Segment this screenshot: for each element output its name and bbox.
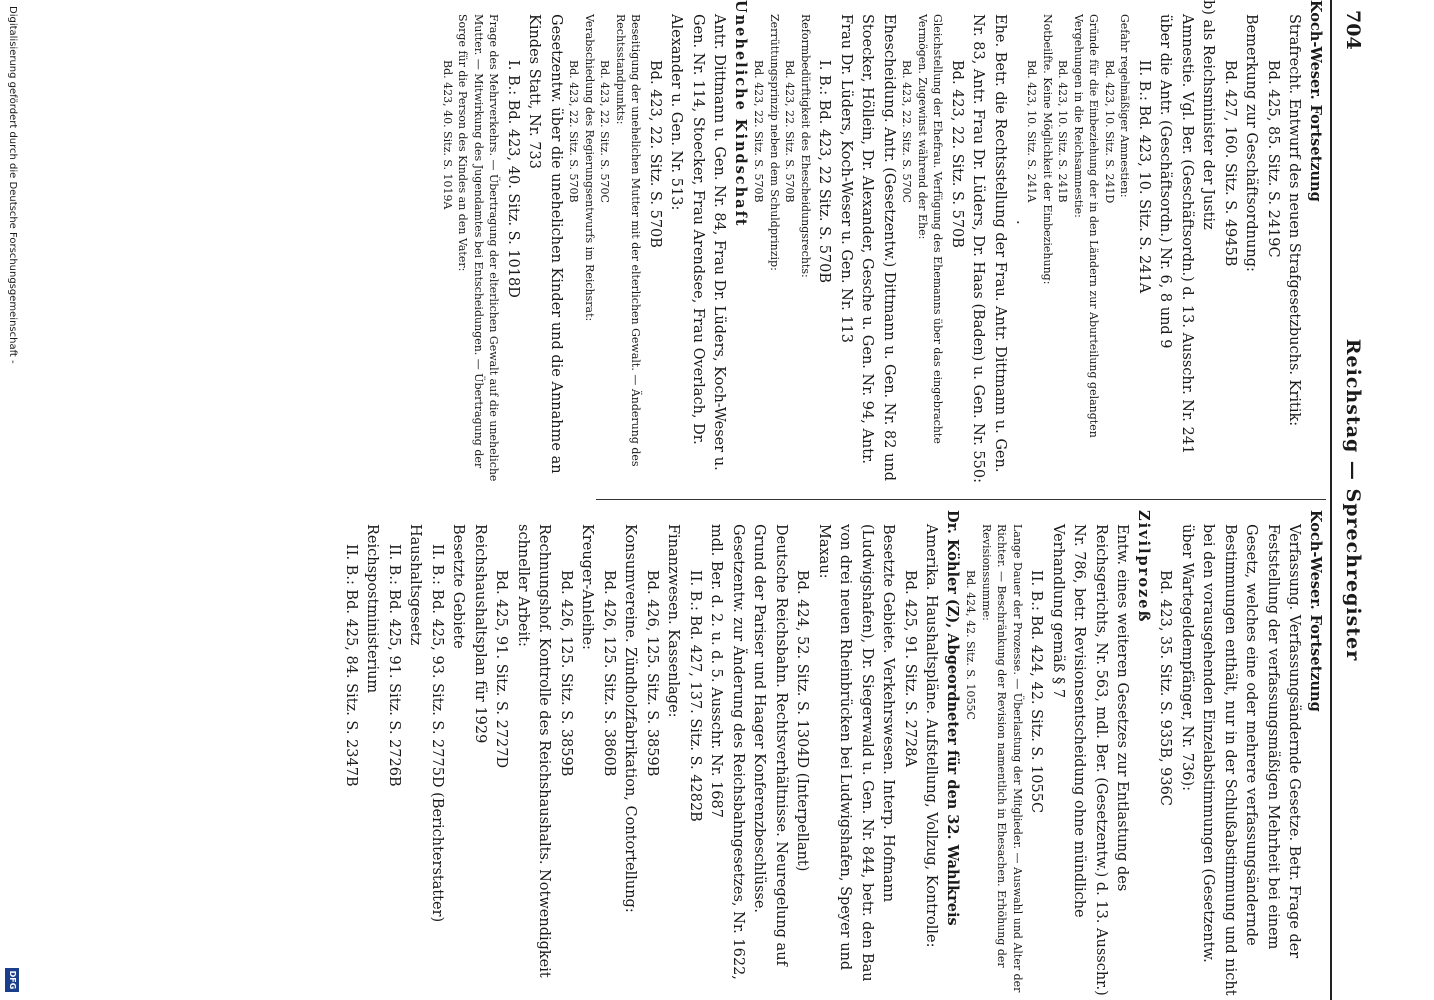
right-column-entry: Konsumvereine. Zündholzfabrikation, Contortellung: (622, 524, 639, 913)
left-column-entry: Bd. 423, 10. Sitz. S. 241D (1103, 60, 1116, 204)
right-column-entry: Bd. 424, 52. Sitz. S. 1304D (Interpellant) (794, 570, 811, 872)
left-column-entry: Bd. 423, 22. Sitz. S. 570C (598, 60, 612, 203)
left-column-entry: Verabschiedung des Regierungsentwurfs im Reichsrat: (583, 14, 596, 322)
left-column-entry: Bd. 423, 22. Sitz. S. 570B (567, 60, 581, 203)
right-column-entry: Bd. 426, 125. Sitz. S. 3860B (601, 570, 617, 777)
right-column-entry: II. B.: Bd. 424, 42. Sitz. S. 1055C (1028, 570, 1045, 814)
left-column-entry: b) als Reichsminister der Justiz (1200, 0, 1217, 230)
left-column-entry: I. B.: Bd. 423, 22 Sitz. S. 570B (816, 60, 833, 284)
left-column-entry: Amnestie. Vgl. Ber. (Geschäftsordn.) d. 13. Ausschr. Nr. 241 über die Antr. (Geschäftsordn.) Nr. 6, 8 und 9 (1157, 14, 1195, 455)
right-column-entry: Bd. 425, 91. Sitz. S. 2727D (493, 570, 510, 769)
right-column-entry: II. B.: Bd. 425, 84. Sitz. S. 2347B (343, 544, 359, 787)
left-column-entry: Uneheliche Kindschaft (732, 0, 749, 228)
left-column-entry: Gleichstellung der Ehefrau. Verfügung des Ehemanns über das eingebrachte Vermögen. Zugewinst während der Ehe: (916, 14, 945, 444)
left-column-entry: Bd. 427, 160. Sitz. S. 4945B (1222, 60, 1238, 267)
right-column-entry: Finanzwesen. Kassenlage: (665, 524, 682, 718)
left-column (440, 0, 1327, 490)
right-column-entry: Entw. eines weiteren Gesetzes zur Entlastung des Reichsgerichts, Nr. 563, mdl. Ber. (Gesetzentw.) d. 13. Ausschr.) Nr. 786, betr. Revisionsentscheidung ohne mündliche Verhandlung gemäß § 7 (1050, 524, 1131, 996)
left-column-entry: Bd. 423, 10. Sitz. S. 241B (1056, 60, 1070, 203)
left-column-entry: Bd. 423, 22. Sitz. S. 570B (949, 60, 965, 248)
right-column-entry: II. B.: Bd. 425, 93. Sitz. S. 2775D (Berichterstatter) (429, 544, 445, 923)
right-column-entry: Verfassung. Verfassungsändernde Gesetze. Betr. Frage der Feststellung der verfassungsmäßigen Mehrheit bei einem Gesetz, welches eine oder mehrere verfassungsändernde Bestimmungen enthält, nur in der Schlußabstimmung und nicht bei den vorausgehenden Einzelabstimmungen (Gesetzentw. über Wartegeldempfänger, Nr. 736): (1179, 524, 1303, 996)
page-number: 704 (1342, 10, 1364, 50)
digitization-footer (0, 0, 22, 1000)
left-column-entry: Bd. 423, 40. Sitz. S. 1019A (441, 60, 454, 210)
right-column-entry: Reichspostministerium (364, 524, 381, 694)
right-column-entry: Bd. 426, 125. Sitz. S. 3859B (644, 570, 660, 777)
right-column-entry: Besetzte Gebiete. Verkehrswesen. Interp. Hofmann (Ludwigshafen), Dr. Siegerwald u. Gen. Nr. 844, betr. den Bau von drei neuen Rheinbrücken bei Ludwigshafen, Speyer und Maxau: (816, 524, 897, 982)
dfg-logo: DFG (5, 968, 19, 992)
right-column-entry: Bd. 423, 35. Sitz. S. 935B, 936C (1157, 570, 1174, 806)
left-column-entry: I. B.: Bd. 423, 40. Sitz. S. 1018D (505, 60, 521, 298)
left-column-entry: Bd. 423, 22. Sitz. S. 570B (783, 60, 797, 203)
running-title: Reichstag — Sprechregister (1342, 338, 1364, 662)
left-column-entry: Beseitigung der unehelichen Mutter mit der elterlichen Gewalt. — Änderung des Rechtsstandpunkts: (614, 14, 643, 467)
left-column-entry: Bd. 423, 22. Sitz. S. 570C (900, 60, 914, 203)
right-column-entry: Haushaltsgesetz (407, 524, 424, 646)
right-column-entry: Bd. 425, 91. Sitz. S. 2728A (902, 570, 918, 767)
column-divider (596, 499, 1326, 500)
left-column-entry: Strafrecht. Entwurf des neuen Strafgesetzbuchs. Kritik: (1286, 14, 1303, 427)
right-column-entry: Besetzte Gebiete (450, 524, 467, 649)
right-column (340, 510, 1327, 1000)
right-column-entry: Bd. 424, 42. Sitz. S. 1055C (964, 570, 978, 720)
right-column-entry: Zivilprozeß (1135, 510, 1152, 624)
left-column-entry: · (1009, 220, 1025, 225)
right-column-entry: Amerika. Haushaltspläne. Aufstellung, Vollzug, Kontrolle: (923, 524, 940, 948)
left-column-entry: Gefahr regelmäßiger Amnestien: (1118, 14, 1132, 198)
right-column-entry: Koch-Weser. Fortsetzung (1307, 510, 1324, 712)
left-column-entry: Antr. Dittmann u. Gen. Nr. 84, Frau Dr. Lüders, Koch-Weser u. Gen. Nr. 114, Stoecker, Frau Arendsee, Frau Overlach, Dr. Alexander u. Gen. Nr. 513: (668, 14, 728, 471)
left-column-entry: Ehescheidung. Antr. (Gesetzentw.) Dittmann u. Gen. Nr. 82 und Stoecker, Höllein, Dr. Alexander, Gesche u. Gen. Nr. 94, Antr. Frau Dr. Lüders, Koch-Weser u. Gen. Nr. 113 (838, 14, 897, 482)
left-column-entry: Notbeilfte. Keine Möglichkeit der Einbeziehung: (1041, 14, 1054, 285)
left-column-entry: Ehe. Betr. die Rechtsstellung der Frau. Antr. Dittmann u. Gen. Nr. 83, Antr. Frau Dr. Lüders, Dr. Haas (Baden) u. Gen. Nr. 550: (970, 14, 1008, 483)
right-column-entry: Bd. 426, 125. Sitz. S. 3859B (558, 570, 574, 777)
right-column-entry: Rechnungshof. Kontrolle des Reichshaushalts. Notwendigkeit schneller Arbeit: (515, 524, 553, 978)
right-column-entry: Reichshaushaltsplan für 1929 (472, 524, 488, 744)
left-column-entry: Reformbedürftigkeit des Ehescheidungsrechts: (799, 14, 812, 278)
funding-notice: Digitalisierung gefördert durch die Deutsche Forschungsgemeinschaft - (7, 6, 18, 364)
left-column-entry: Gründe für die Einbeziehung der in den Ländern zur Aburteilung gelangten Vergehungen in die Reichsamnestie: (1072, 14, 1101, 438)
right-column-entry: Deutsche Reichsbahn. Rechtsverhältnisse. Neuregelung auf Grund der Pariser und Haager Konferenzbeschlüsse. Gesetzentw. zur Änderung des Reichsbahngesetzes, Nr. 1622, mdl. Ber. d. 2. u. d. 5. Ausschr. Nr. 1687 (708, 524, 789, 980)
left-column-entry: Bd. 423, 22. Sitz. S. 570B (752, 60, 766, 203)
left-column-entry: Bd. 423, 10. Sitz. S. 241A (1025, 60, 1039, 203)
left-column-entry: II. B.: Bd. 423, 10. Sitz. S. 241A (1136, 60, 1152, 294)
left-column-entry: Koch-Weser. Fortsetzung (1307, 0, 1324, 202)
left-column-entry: Zerrüttungsprinzip neben dem Schuldprinzip: (768, 14, 781, 271)
right-column-entry: Lange Dauer der Prozesse. — Überlastung der Mitglieder. — Auswahl und Alter der Richter. — Beschränkung der Revision namentlich in Ehesachen. Erhöhung der Revisionssumme: (980, 524, 1024, 993)
right-column-entry: II. B.: Bd. 427, 137. Sitz. S. 4282B (687, 570, 703, 822)
right-column-entry: II. B.: Bd. 425, 91. Sitz. S. 2726B (386, 544, 402, 787)
left-column-entry: Gesetzentw. über die unehelichen Kinder und die Annahme an Kindes Statt, Nr. 733 (526, 14, 564, 474)
page-header (1330, 0, 1434, 1000)
header-rule (1330, 0, 1332, 1000)
left-column-entry: Bd. 425, 85. Sitz. S. 2419C (1265, 60, 1281, 258)
right-column-entry: Dr. Köhler (Z), Abgeordneter für den 32. Wahlkreis (944, 510, 961, 926)
left-column-entry: Bemerkung zur Geschäftsordnung: (1243, 14, 1260, 272)
right-column-entry: Kreuger-Anleihe: (579, 524, 596, 650)
left-column-entry: Bd. 423, 22. Sitz. S. 570B (647, 60, 663, 248)
left-column-entry: Frage des Mehrverkehrs. — Übertragung der elterlichen Gewalt auf die uneheliche Mutter. — Mitwirkung des Jugendamtes bei Entscheidungen. — Übertragung der Sorge für die Person des Kindes an den Vater: (456, 14, 501, 482)
